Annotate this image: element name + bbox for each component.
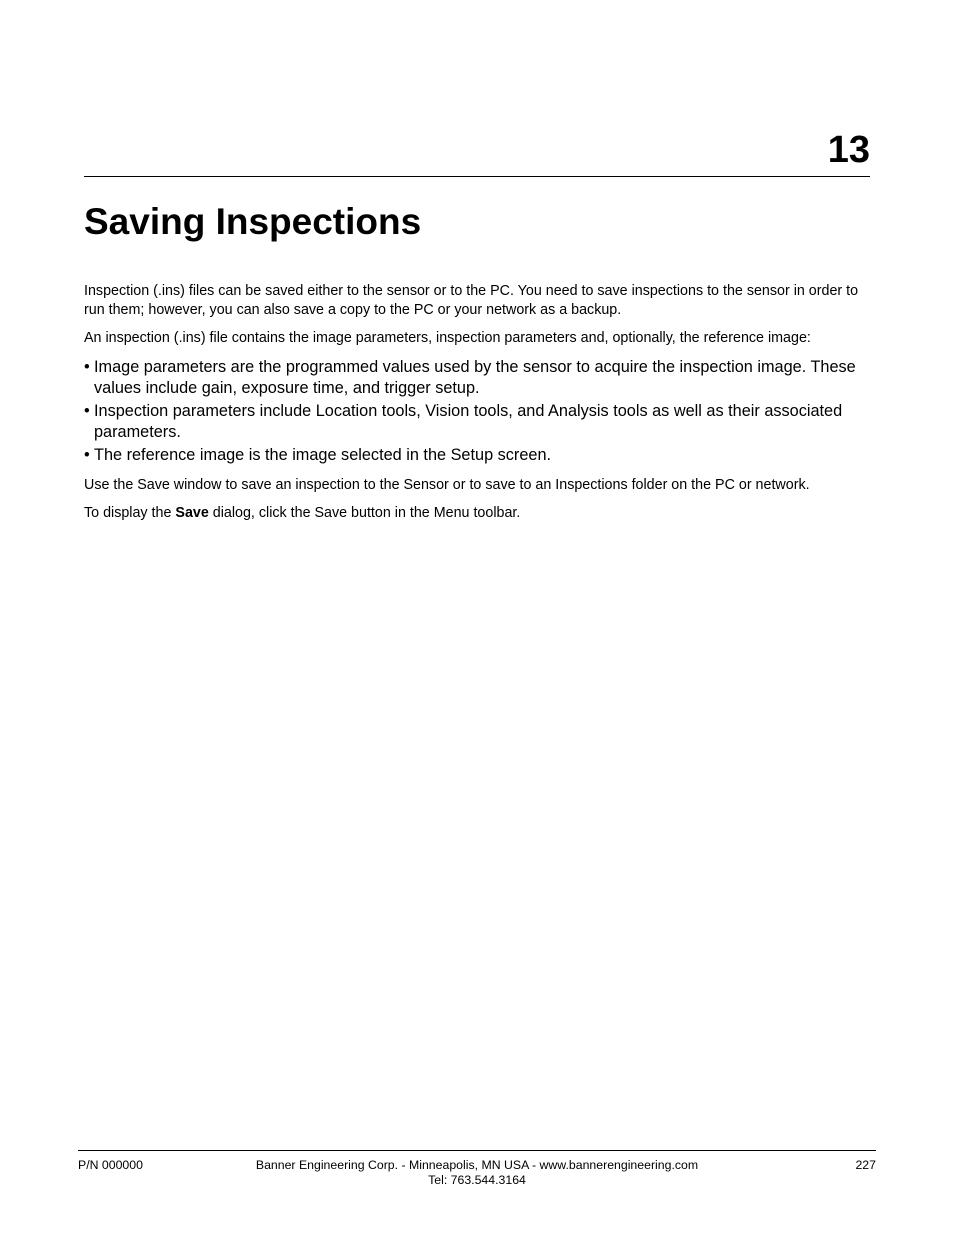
save-window-paragraph: Use the Save window to save an inspection to the Sensor or to save to an Inspections folder on the PC or network.: [84, 477, 810, 493]
footer-divider: [78, 1150, 876, 1151]
footer-part-number: P/N 000000: [78, 1158, 143, 1172]
save-dialog-bold-term: Save: [175, 505, 209, 521]
save-dialog-text-suffix: dialog, click the Save button in the Menu toolbar.: [208, 505, 521, 521]
chapter-number: 13: [827, 129, 870, 171]
page-title: Saving Inspections: [84, 201, 422, 242]
save-dialog-paragraph: [84, 504, 874, 523]
bullet-icon: •: [84, 358, 90, 376]
bullet-icon: •: [84, 446, 90, 464]
parameter-list: [84, 357, 874, 466]
footer-page-number: 227: [855, 1158, 876, 1172]
footer-phone-line: Tel: 763.544.3164: [428, 1173, 526, 1187]
body-content: [84, 282, 874, 532]
list-item: [84, 445, 874, 466]
footer-company-line: Banner Engineering Corp. - Minneapolis, MN USA - www.bannerengineering.com: [255, 1158, 699, 1172]
chapter-divider: [84, 176, 870, 177]
list-item-text: The reference image is the image selected in the Setup screen.: [94, 446, 552, 464]
intro-paragraph: Inspection (.ins) files can be saved either to the sensor or to the PC. You need to save inspections to the sensor in order to run them; however, you can also save a copy to the PC or your network as a backup.: [84, 283, 859, 318]
footer-company-info: [0, 1158, 954, 1188]
list-item-text: Inspection parameters include Location tools, Vision tools, and Analysis tools as well as their associated parameters.: [94, 402, 843, 441]
save-dialog-text-prefix: To display the: [84, 505, 176, 521]
list-item: [84, 357, 874, 399]
contents-paragraph: An inspection (.ins) file contains the image parameters, inspection parameters and, optionally, the reference image:: [84, 330, 811, 346]
list-item-text: Image parameters are the programmed values used by the sensor to acquire the inspection image. These values include gain, exposure time, and trigger setup.: [94, 358, 856, 397]
bullet-icon: •: [84, 402, 90, 420]
list-item: [84, 401, 874, 443]
